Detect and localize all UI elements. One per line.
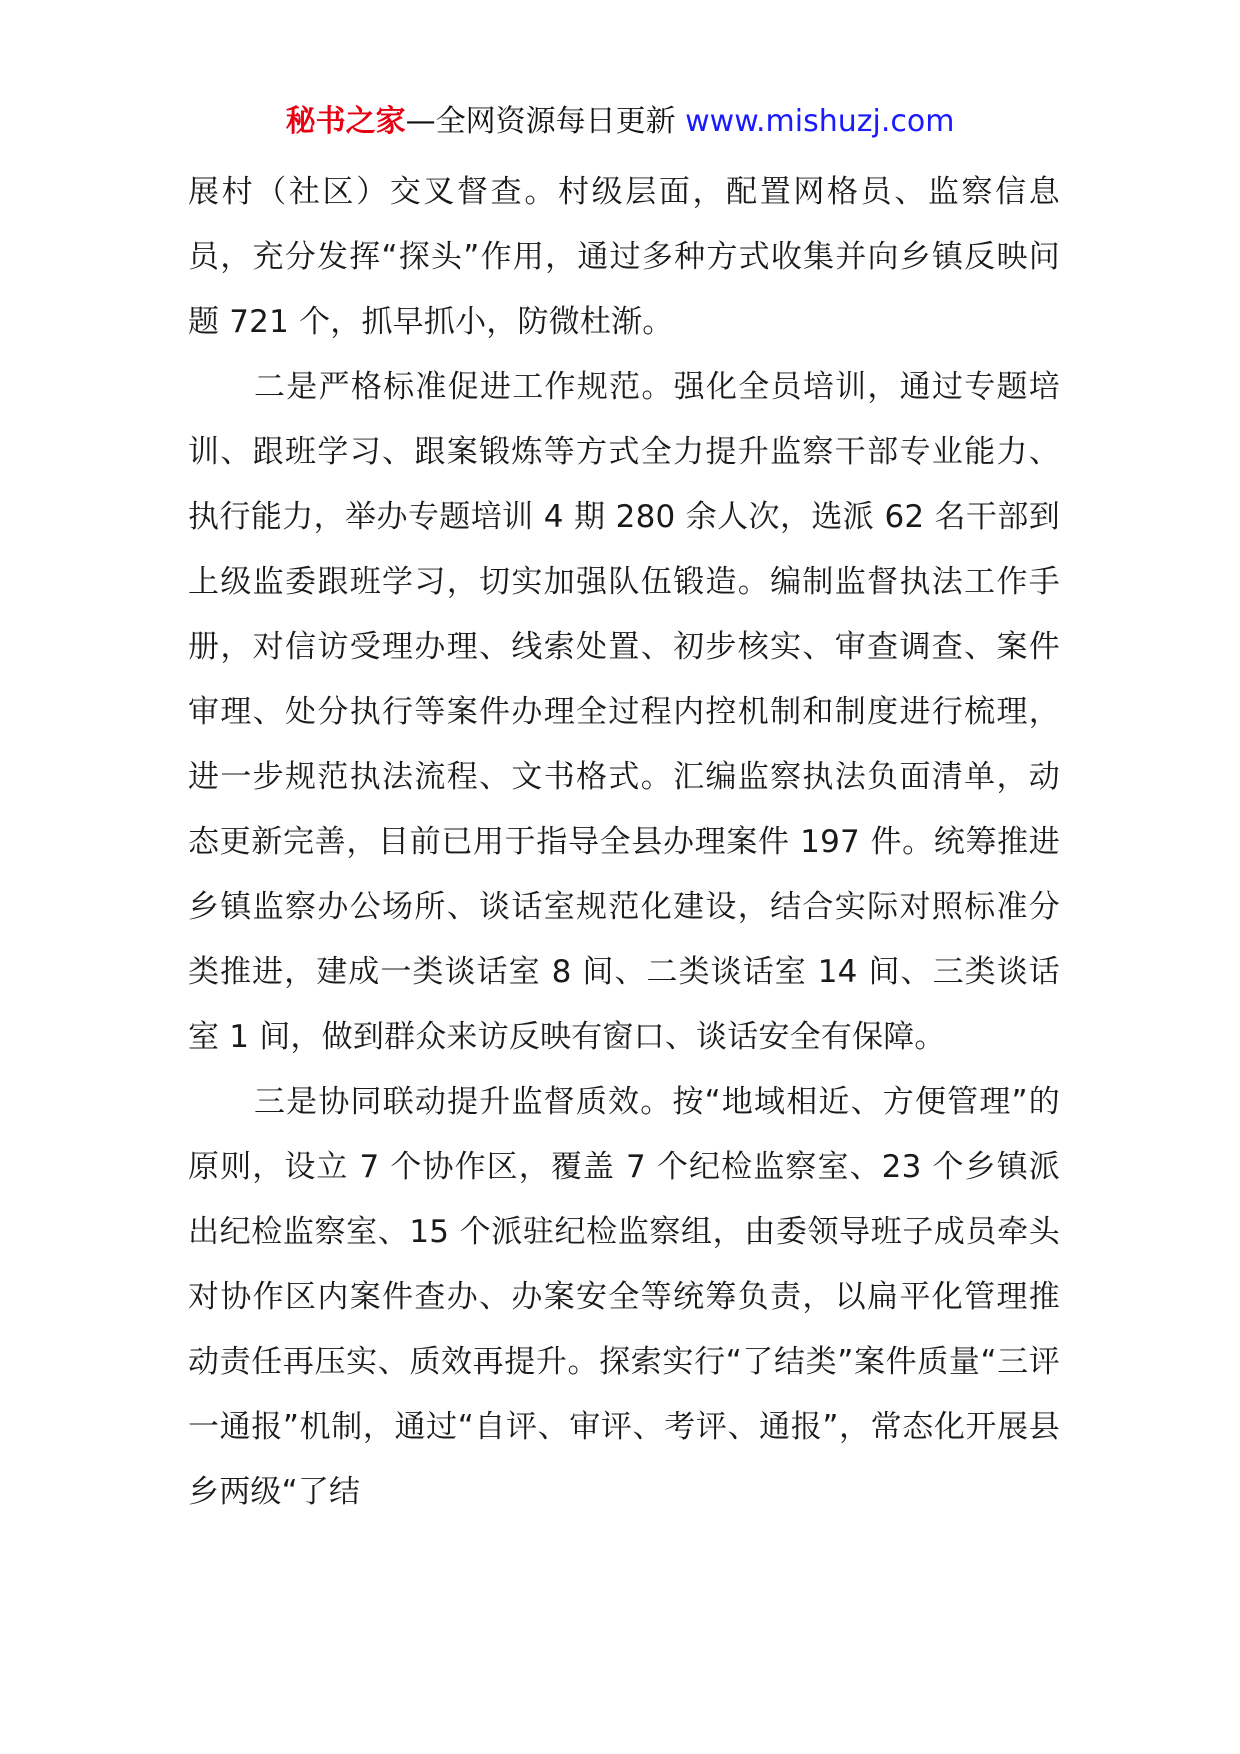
- site-url-link[interactable]: www.mishuzj.com: [685, 104, 955, 139]
- paragraph-coordination: 三是协同联动提升监督质效。按“地域相近、方便管理”的原则，设立 7 个协作区，覆盖 7 个纪检监察室、23 个乡镇派出纪检监察室、15 个派驻纪检监察组，由委领导班子成员牵头对协作区内案件查办、办案安全等统筹负责，以扁平化管理推动责任再压实、质效再提升。探索实行“了结类”案件质量“三评一通报”机制，通过“自评、审评、考评、通报”，常态化开展县乡两级“了结: [188, 1084, 1060, 1510]
- paragraph-standards: 二是严格标准促进工作规范。强化全员培训，通过专题培训、跟班学习、跟案锻炼等方式全力提升监察干部专业能力、执行能力，举办专题培训 4 期 280 余人次，选派 62 名干部到上级监委跟班学习，切实加强队伍锻造。编制监督执法工作手册，对信访受理办理、线索处置、初步核实、审查调查、案件审理、处分执行等案件办理全过程内控机制和制度进行梳理，进一步规范执法流程、文书格式。汇编监察执法负面清单，动态更新完善，目前已用于指导全县办理案件 197 件。统筹推进乡镇监察办公场所、谈话室规范化建设，结合实际对照标准分类推进，建成一类谈话室 8 间、二类谈话室 14 间、三类谈话室 1 间，做到群众来访反映有窗口、谈话安全有保障。: [188, 369, 1060, 1055]
- brand-name: 秘书之家: [285, 104, 406, 139]
- page-header: [0, 100, 1240, 144]
- document-body: [188, 160, 1060, 1525]
- header-tagline: —全网资源每日更新: [405, 104, 686, 139]
- paragraph-continuation: 展村（社区）交叉督查。村级层面，配置网格员、监察信息员，充分发挥“探头”作用，通过多种方式收集并向乡镇反映问题 721 个，抓早抓小，防微杜渐。: [188, 174, 1060, 340]
